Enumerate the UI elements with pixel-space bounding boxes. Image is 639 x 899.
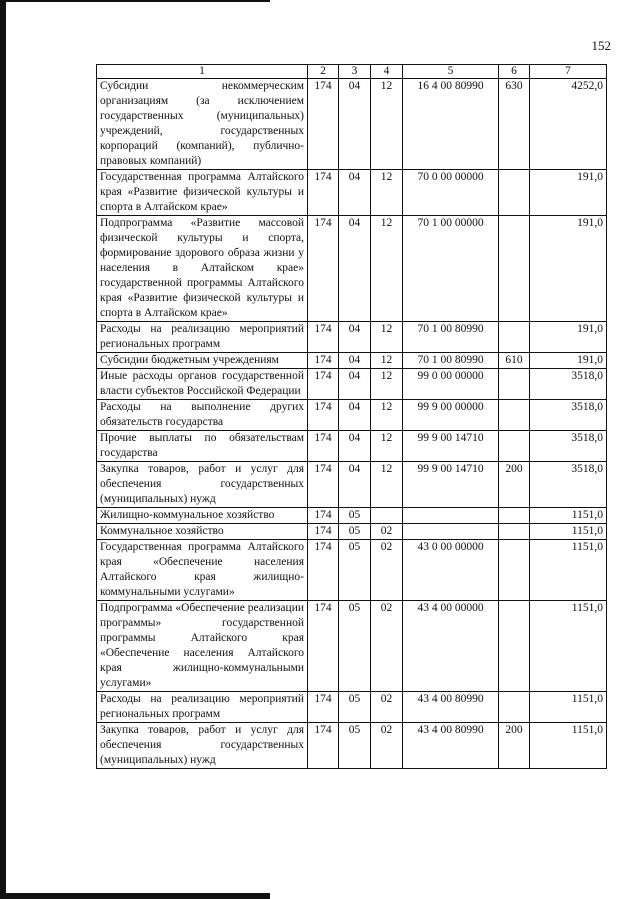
row-admin-code-cell: 174: [308, 369, 339, 400]
row-subsection-cell: 12: [371, 431, 403, 462]
row-target-article-cell: 99 9 00 00000: [403, 400, 499, 431]
row-admin-code-cell: 174: [308, 692, 339, 723]
row-amount-cell: 3518,0: [530, 400, 607, 431]
row-name-cell: Субсидии бюджетным учреждениям: [97, 353, 308, 369]
row-expense-type-cell: [499, 524, 530, 540]
row-name-cell: Закупка товаров, работ и услуг для обеспечения государственных (муниципальных) нужд: [97, 723, 308, 769]
row-name-cell: Расходы на реализацию мероприятий региональных программ: [97, 322, 308, 353]
row-name-cell: Государственная программа Алтайского края «Обеспечение населения Алтайского края жилищно-коммунальными услугами»: [97, 540, 308, 601]
row-admin-code-cell: 174: [308, 524, 339, 540]
scan-top-edge-mark: [0, 0, 270, 2]
row-name-cell: Иные расходы органов государственной власти субъектов Российской Федерации: [97, 369, 308, 400]
row-subsection-cell: 02: [371, 540, 403, 601]
row-amount-cell: 1151,0: [530, 540, 607, 601]
page-number: 152: [591, 38, 611, 53]
row-expense-type-cell: 200: [499, 462, 530, 508]
row-name-cell: Жилищно-коммунальное хозяйство: [97, 508, 308, 524]
row-expense-type-cell: [499, 369, 530, 400]
row-name-cell: Расходы на выполнение других обязательств государства: [97, 400, 308, 431]
row-admin-code-cell: 174: [308, 322, 339, 353]
table-row: [97, 322, 607, 353]
table-row: [97, 723, 607, 769]
row-expense-type-cell: [499, 322, 530, 353]
row-amount-cell: 191,0: [530, 322, 607, 353]
row-name-cell: Закупка товаров, работ и услуг для обеспечения государственных (муниципальных) нужд: [97, 462, 308, 508]
budget-table: [96, 64, 607, 769]
table-row: [97, 508, 607, 524]
row-admin-code-cell: 174: [308, 353, 339, 369]
row-amount-cell: 3518,0: [530, 369, 607, 400]
row-amount-cell: 1151,0: [530, 692, 607, 723]
table-row: [97, 79, 607, 170]
row-admin-code-cell: 174: [308, 79, 339, 170]
table-row: [97, 462, 607, 508]
row-target-article-cell: 70 0 00 00000: [403, 170, 499, 216]
row-name-cell: Субсидии некоммерческим организациям (за исключением государственных (муниципальных) учреждений, государственных корпораций (компаний), публично-правовых компаний): [97, 79, 308, 170]
table-row: [97, 216, 607, 322]
row-subsection-cell: 12: [371, 369, 403, 400]
row-section-cell: 04: [339, 353, 371, 369]
row-name-cell: Коммунальное хозяйство: [97, 524, 308, 540]
row-target-article-cell: 99 0 00 00000: [403, 369, 499, 400]
row-expense-type-cell: [499, 216, 530, 322]
row-target-article-cell: 70 1 00 80990: [403, 322, 499, 353]
scan-left-edge-bar: [0, 0, 6, 899]
row-target-article-cell: 43 4 00 00000: [403, 601, 499, 692]
row-admin-code-cell: 174: [308, 462, 339, 508]
row-subsection-cell: 02: [371, 524, 403, 540]
row-section-cell: 04: [339, 79, 371, 170]
table-row: [97, 170, 607, 216]
row-name-cell: Подпрограмма «Обеспечение реализации программы» государственной программы Алтайского края «Обеспечение населения Алтайского края жилищно-коммунальными услугами»: [97, 601, 308, 692]
scan-bottom-edge-bar: [0, 893, 270, 899]
row-section-cell: 04: [339, 462, 371, 508]
table-row: [97, 353, 607, 369]
row-expense-type-cell: [499, 400, 530, 431]
row-amount-cell: 3518,0: [530, 462, 607, 508]
column-header: 7: [530, 65, 607, 79]
row-expense-type-cell: [499, 508, 530, 524]
row-subsection-cell: 02: [371, 723, 403, 769]
row-subsection-cell: 12: [371, 216, 403, 322]
row-target-article-cell: 43 4 00 80990: [403, 692, 499, 723]
row-section-cell: 04: [339, 322, 371, 353]
row-name-cell: Государственная программа Алтайского края «Развитие физической культуры и спорта в Алтайском крае»: [97, 170, 308, 216]
row-target-article-cell: 70 1 00 00000: [403, 216, 499, 322]
table-row: [97, 540, 607, 601]
row-section-cell: 05: [339, 601, 371, 692]
row-target-article-cell: 43 0 00 00000: [403, 540, 499, 601]
row-amount-cell: 4252,0: [530, 79, 607, 170]
row-subsection-cell: 12: [371, 400, 403, 431]
row-subsection-cell: 12: [371, 462, 403, 508]
row-amount-cell: 191,0: [530, 170, 607, 216]
row-expense-type-cell: [499, 431, 530, 462]
row-subsection-cell: [371, 508, 403, 524]
row-target-article-cell: 43 4 00 80990: [403, 723, 499, 769]
row-section-cell: 05: [339, 723, 371, 769]
row-expense-type-cell: 630: [499, 79, 530, 170]
row-subsection-cell: 12: [371, 322, 403, 353]
row-amount-cell: 191,0: [530, 353, 607, 369]
row-admin-code-cell: 174: [308, 431, 339, 462]
table-row: [97, 431, 607, 462]
row-admin-code-cell: 174: [308, 723, 339, 769]
row-expense-type-cell: [499, 692, 530, 723]
row-expense-type-cell: [499, 170, 530, 216]
row-subsection-cell: 12: [371, 353, 403, 369]
row-amount-cell: 1151,0: [530, 508, 607, 524]
row-section-cell: 04: [339, 216, 371, 322]
row-amount-cell: 1151,0: [530, 524, 607, 540]
table-row: [97, 692, 607, 723]
row-section-cell: 05: [339, 524, 371, 540]
column-header: 2: [308, 65, 339, 79]
row-expense-type-cell: 200: [499, 723, 530, 769]
row-section-cell: 05: [339, 540, 371, 601]
table-row: [97, 369, 607, 400]
row-amount-cell: 3518,0: [530, 431, 607, 462]
row-section-cell: 04: [339, 431, 371, 462]
row-amount-cell: 1151,0: [530, 723, 607, 769]
row-subsection-cell: 02: [371, 601, 403, 692]
row-expense-type-cell: 610: [499, 353, 530, 369]
table-row: [97, 400, 607, 431]
row-admin-code-cell: 174: [308, 170, 339, 216]
row-section-cell: 05: [339, 692, 371, 723]
row-admin-code-cell: 174: [308, 400, 339, 431]
row-target-article-cell: 70 1 00 80990: [403, 353, 499, 369]
table-header-row: [97, 65, 607, 79]
row-expense-type-cell: [499, 601, 530, 692]
column-header: 1: [97, 65, 308, 79]
row-section-cell: 05: [339, 508, 371, 524]
table-row: [97, 524, 607, 540]
row-target-article-cell: 99 9 00 14710: [403, 462, 499, 508]
row-subsection-cell: 12: [371, 170, 403, 216]
row-subsection-cell: 12: [371, 79, 403, 170]
row-amount-cell: 1151,0: [530, 601, 607, 692]
row-admin-code-cell: 174: [308, 508, 339, 524]
column-header: 3: [339, 65, 371, 79]
row-section-cell: 04: [339, 400, 371, 431]
row-target-article-cell: 16 4 00 80990: [403, 79, 499, 170]
row-expense-type-cell: [499, 540, 530, 601]
row-name-cell: Подпрограмма «Развитие массовой физической культуры и спорта, формирование здорового образа жизни у населения в Алтайском крае» государственной программы Алтайского края «Развитие физической культуры и спорта в Алтайском крае»: [97, 216, 308, 322]
row-name-cell: Расходы на реализацию мероприятий региональных программ: [97, 692, 308, 723]
table-row: [97, 601, 607, 692]
row-admin-code-cell: 174: [308, 540, 339, 601]
row-target-article-cell: [403, 524, 499, 540]
row-admin-code-cell: 174: [308, 601, 339, 692]
column-header: 4: [371, 65, 403, 79]
row-subsection-cell: 02: [371, 692, 403, 723]
row-section-cell: 04: [339, 369, 371, 400]
row-admin-code-cell: 174: [308, 216, 339, 322]
row-amount-cell: 191,0: [530, 216, 607, 322]
row-target-article-cell: 99 9 00 14710: [403, 431, 499, 462]
column-header: 6: [499, 65, 530, 79]
row-name-cell: Прочие выплаты по обязательствам государства: [97, 431, 308, 462]
column-header: 5: [403, 65, 499, 79]
row-section-cell: 04: [339, 170, 371, 216]
row-target-article-cell: [403, 508, 499, 524]
